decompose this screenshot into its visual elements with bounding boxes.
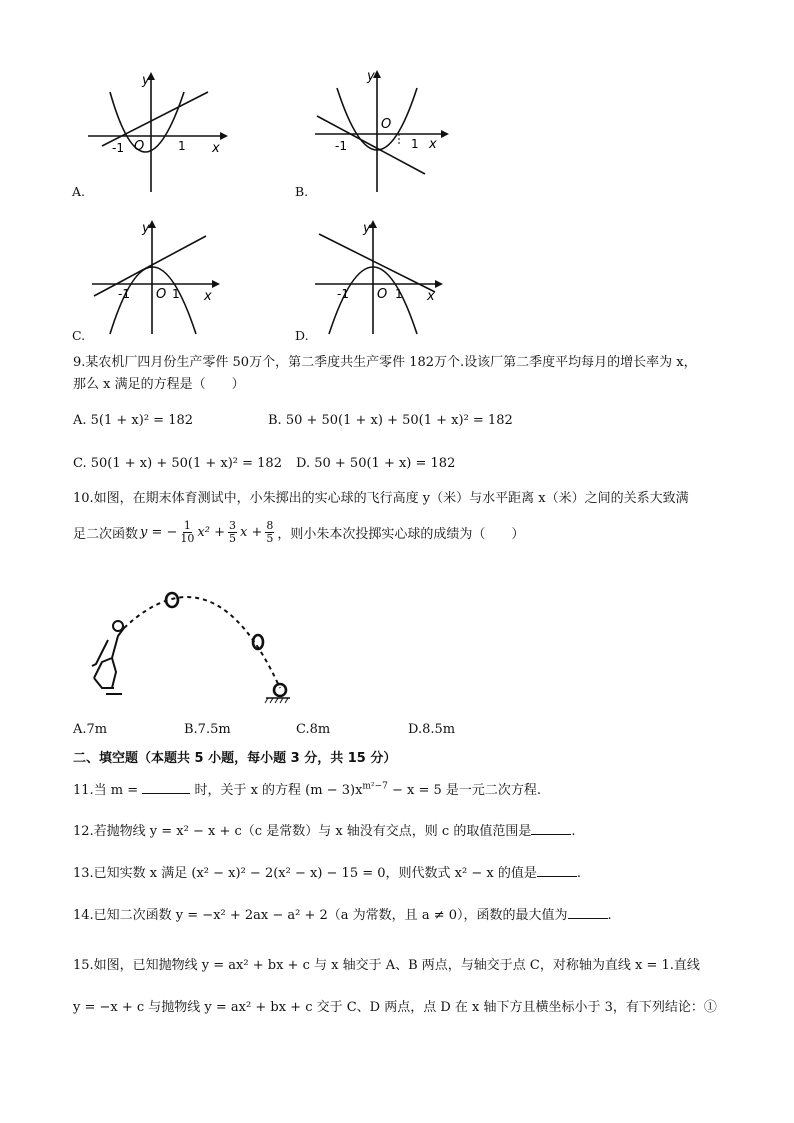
- q10-option-c: C.8m: [296, 722, 331, 737]
- q13-text: 13.已知实数 x 满足 (x² − x)² − 2(x² − x) − 15 = 0，则代数式 x² − x 的值是: [73, 866, 537, 881]
- graph-c-figure: [72, 210, 232, 344]
- graph-c-y: y: [142, 221, 150, 236]
- q14-blank[interactable]: [568, 918, 608, 919]
- graph-a-figure: [72, 62, 232, 202]
- graph-d-figure: [295, 210, 455, 344]
- graph-b-origin: O: [381, 117, 392, 132]
- q10-f1-den: 10: [180, 532, 195, 545]
- q15-line1: 15.如图，已知抛物线 y = ax² + bx + c 与 x 轴交于 A、B 两点，与轴交于点 C，对称轴为直线 x = 1.直线: [73, 958, 700, 973]
- q10-frac-1: [180, 520, 194, 545]
- q10-line2: [73, 520, 524, 545]
- question-14: [73, 904, 612, 923]
- q11-tail: − x = 5 是一元二次方程.: [387, 783, 542, 798]
- graph-d-one: 1: [395, 287, 403, 301]
- section-2-title: 二、填空题（本题共 5 小题，每小题 3 分，共 15 分）: [73, 751, 397, 766]
- q10-f3-den: 5: [266, 532, 274, 545]
- q9-option-a: A. 5(1 + x)² = 182: [73, 413, 194, 428]
- graph-c-minus-one: -1: [118, 287, 130, 301]
- graph-a-minus-one: -1: [112, 141, 124, 155]
- graph-d-minus-one: -1: [337, 287, 349, 301]
- q13-end: .: [576, 866, 581, 881]
- q10-mid2: x +: [240, 525, 263, 540]
- shot-put-figure: [84, 584, 304, 706]
- q9-line1: 9.某农机厂四月份生产零件 50万个，第二季度共生产零件 182万个.设该厂第二季度平均每月的增长率为 x，: [73, 355, 697, 370]
- q10-prefix: 足二次函数: [73, 527, 139, 542]
- q10-f2-num: 3: [229, 519, 236, 532]
- graph-b-one: 1: [411, 137, 419, 151]
- graph-d-label: D.: [295, 328, 309, 343]
- graph-d-x: x: [427, 289, 435, 304]
- graph-c-origin: O: [156, 287, 167, 302]
- graph-a-label: A.: [72, 184, 86, 199]
- graph-d-origin: O: [377, 287, 388, 302]
- q9-option-d: D. 50 + 50(1 + x) = 182: [296, 456, 456, 471]
- graph-a-one: 1: [178, 139, 186, 153]
- q10-option-a: A.7m: [73, 722, 108, 737]
- graph-b-label: B.: [295, 184, 309, 199]
- shot-put-illustration: [84, 584, 304, 706]
- graph-a-x: x: [212, 141, 220, 156]
- graph-c-one: 1: [172, 287, 180, 301]
- q15-line2: y = −x + c 与抛物线 y = ax² + bx + c 交于 C、D 两点，点 D 在 x 轴下方且横坐标小于 3，有下列结论：①: [73, 1000, 717, 1015]
- q14-end: .: [607, 908, 612, 923]
- q12-blank[interactable]: [531, 834, 571, 835]
- q10-frac-3: [265, 520, 274, 545]
- q10-line1: 10.如图，在期末体育测试中，小朱掷出的实心球的飞行高度 y（米）与水平距离 x（米）之间的关系大致满: [73, 491, 689, 506]
- graph-b-figure: [295, 62, 455, 202]
- graph-c-x: x: [204, 289, 212, 304]
- graph-a-origin: O: [134, 139, 145, 154]
- q10-option-b: B.7.5m: [184, 722, 231, 737]
- q10-f3-num: 8: [266, 519, 274, 532]
- q10-mid: x² +: [197, 525, 225, 540]
- q14-text: 14.已知二次函数 y = −x² + 2ax − a² + 2（a 为常数，且 a ≠ 0），函数的最大值为: [73, 908, 568, 923]
- q13-blank[interactable]: [537, 876, 577, 877]
- q10-frac-2: [228, 520, 237, 545]
- graph-option-b: [295, 62, 455, 202]
- graph-option-d: [295, 210, 455, 344]
- graph-b-x: x: [429, 137, 437, 152]
- q11-blank[interactable]: [142, 793, 190, 794]
- graph-b-minus-one: -1: [335, 139, 347, 153]
- q9-option-b: B. 50 + 50(1 + x) + 50(1 + x)² = 182: [268, 413, 513, 428]
- question-15: [73, 945, 733, 1029]
- q9-line2: 那么 x 满足的方程是（ ）: [73, 377, 245, 392]
- q10-f2-den: 5: [229, 532, 236, 545]
- question-13: [73, 862, 581, 881]
- question-11: [73, 779, 541, 798]
- question-9: [73, 352, 733, 396]
- graph-a-y: y: [142, 73, 150, 88]
- graph-option-a: [72, 62, 232, 202]
- q10-suffix: ，则小朱本次投掷实心球的成绩为（ ）: [277, 527, 525, 542]
- question-12: [73, 820, 575, 839]
- question-10: [73, 488, 733, 510]
- q10-f1-num: 1: [183, 519, 191, 532]
- q11-prefix: 11.当 m =: [73, 783, 139, 798]
- q12-text: 12.若抛物线 y = x² − x + c（c 是常数）与 x 轴没有交点，则 c 的取值范围是: [73, 824, 532, 839]
- q11-suffix: 时，关于 x 的方程 (m − 3)x: [194, 783, 363, 798]
- q11-exponent: m²−7: [362, 781, 388, 792]
- q10-option-d: D.8.5m: [408, 722, 456, 737]
- q10-formula: y = −: [140, 525, 178, 540]
- graph-d-y: y: [363, 221, 371, 236]
- graph-option-c: [72, 210, 232, 344]
- q12-end: .: [571, 824, 576, 839]
- graph-c-label: C.: [72, 328, 86, 343]
- q9-option-c: C. 50(1 + x) + 50(1 + x)² = 182: [73, 456, 282, 471]
- graph-b-y: y: [367, 69, 375, 84]
